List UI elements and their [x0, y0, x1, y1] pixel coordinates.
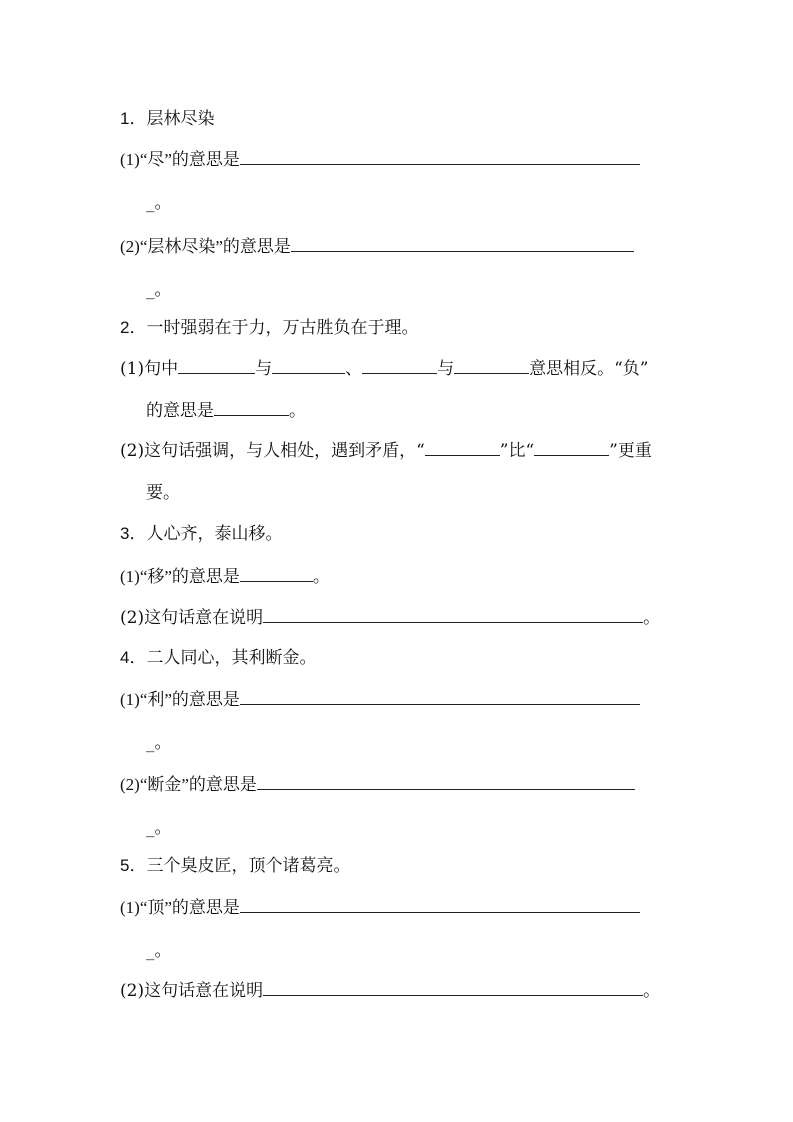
question-5-part-2	[120, 977, 660, 1003]
question-2-part-2-cont: 要。	[146, 483, 180, 503]
question-2-part-1-sep1: 与	[255, 359, 273, 379]
question-1-part-2-end: _。	[146, 280, 172, 300]
question-1-part-1	[120, 146, 640, 172]
question-4-part-2-label: (2)“断金”的意思是	[120, 775, 257, 794]
question-3-part-2	[120, 604, 660, 630]
answer-blank-3-1[interactable]	[240, 563, 313, 582]
question-2-part-1-cont	[146, 397, 306, 423]
question-2-heading	[120, 315, 418, 341]
answer-blank-4-1[interactable]	[240, 686, 640, 705]
question-1-part-1-end: _。	[146, 193, 172, 213]
question-4-part-1	[120, 686, 640, 712]
question-2-number: 2．	[120, 318, 147, 337]
question-4-part-2	[120, 771, 635, 797]
question-1-prompt: 层林尽染	[146, 109, 215, 129]
question-2-part-1-sep3: 与	[437, 359, 455, 379]
question-5-part-1-end: _。	[146, 941, 172, 961]
question-5-heading	[120, 853, 350, 879]
answer-blank-5-2[interactable]	[263, 977, 643, 996]
answer-blank-1-2[interactable]	[291, 233, 634, 252]
question-5-prompt: 三个臭皮匠，顶个诸葛亮。	[146, 856, 351, 876]
question-5-part-1-label: (1)“顶”的意思是	[120, 898, 240, 917]
question-2-part-2-mid: ”比“	[499, 441, 535, 461]
question-2-prompt: 一时强弱在于力，万古胜负在于理。	[146, 318, 419, 338]
question-3-part-1	[120, 563, 330, 589]
question-3-number: 3．	[120, 524, 147, 543]
question-3-part-2-label: (2)这句话意在说明	[120, 608, 264, 628]
question-3-prompt: 人心齐，泰山移。	[146, 524, 283, 544]
question-2-part-1	[120, 355, 648, 381]
question-1-part-2	[120, 233, 634, 259]
answer-blank-5-1[interactable]	[240, 894, 640, 913]
question-1-heading	[120, 106, 214, 132]
question-2-part-2-tail: ”更重	[609, 441, 652, 461]
answer-blank-2-2b[interactable]	[534, 437, 609, 456]
question-4-number: 4．	[120, 648, 147, 667]
question-4-part-1-end: _。	[146, 733, 172, 753]
answer-blank-3-2[interactable]	[263, 604, 643, 623]
answer-blank-2-1b[interactable]	[272, 355, 345, 374]
answer-blank-2-1a[interactable]	[178, 355, 255, 374]
question-2-part-1-cont-end: 。	[289, 401, 306, 421]
question-2-part-1-cont-label: 的意思是	[146, 401, 214, 421]
answer-blank-2-1d[interactable]	[454, 355, 529, 374]
answer-blank-4-2[interactable]	[257, 771, 635, 790]
question-3-part-1-label: (1)“移”的意思是	[120, 567, 240, 586]
question-2-part-1-label: (1)句中	[120, 359, 179, 379]
question-4-heading	[120, 645, 316, 671]
question-5-part-2-end: 。	[643, 981, 661, 1001]
question-1-part-1-label: (1)“尽”的意思是	[120, 150, 240, 169]
question-4-prompt: 二人同心，其利断金。	[146, 648, 317, 668]
question-3-part-1-end: 。	[312, 567, 330, 587]
answer-blank-2-1c[interactable]	[362, 355, 437, 374]
question-5-number: 5．	[120, 856, 147, 875]
question-5-part-1	[120, 894, 640, 920]
question-4-part-2-end: _。	[146, 818, 172, 838]
answer-blank-1-1[interactable]	[240, 146, 640, 165]
question-2-part-2	[120, 437, 652, 463]
question-5-part-2-label: (2)这句话意在说明	[120, 981, 264, 1001]
answer-blank-2-1e[interactable]	[214, 397, 289, 416]
answer-blank-2-2a[interactable]	[425, 437, 500, 456]
question-1-number: 1．	[120, 109, 147, 128]
question-1-part-2-label: (2)“层林尽染”的意思是	[120, 237, 291, 256]
question-3-part-2-end: 。	[643, 608, 661, 628]
question-2-part-1-sep2: 、	[345, 359, 363, 379]
question-4-part-1-label: (1)“利”的意思是	[120, 690, 240, 709]
question-2-part-2-label: (2)这句话强调，与人相处，遇到矛盾，“	[120, 441, 425, 461]
question-3-heading	[120, 521, 282, 547]
question-2-part-1-tail: 意思相反。“负”	[529, 359, 649, 379]
